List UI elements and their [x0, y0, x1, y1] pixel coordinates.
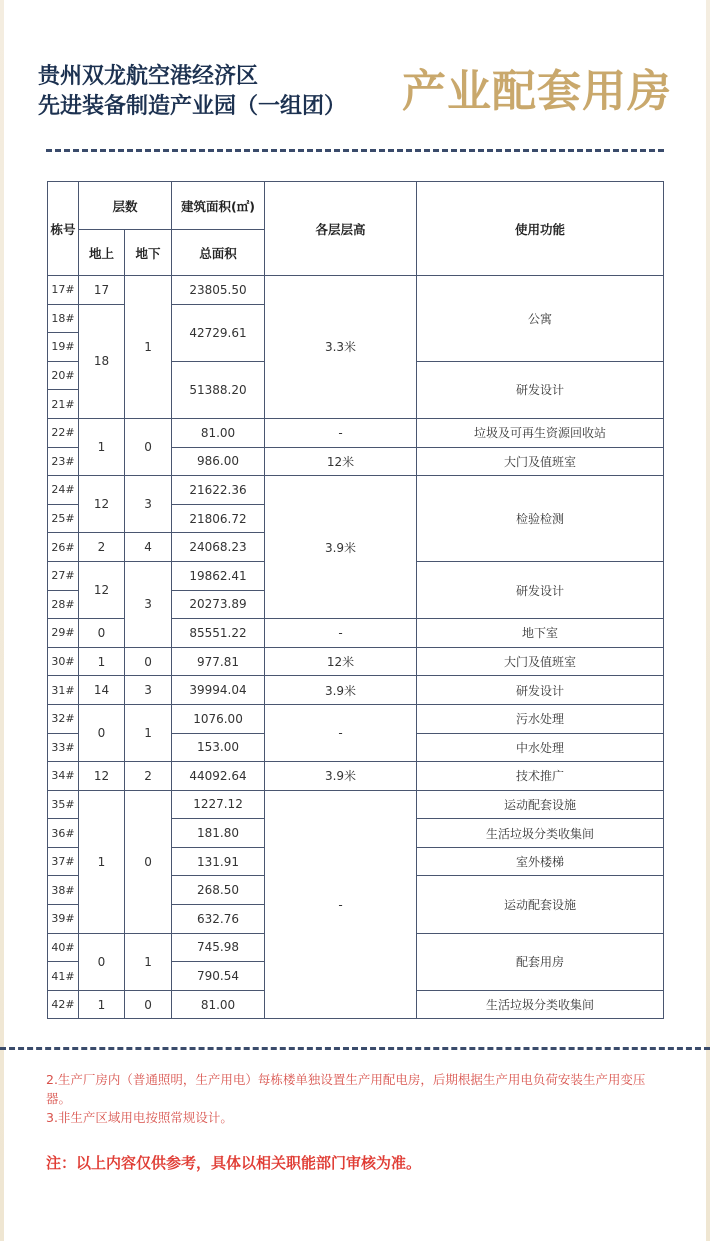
dong-cell: 40#: [48, 933, 79, 962]
area-cell: 153.00: [172, 733, 265, 762]
usage-cell: 生活垃圾分类收集间: [417, 819, 664, 848]
header-usage: 使用功能: [417, 182, 664, 276]
area-cell: 20273.89: [172, 590, 265, 619]
area-cell: 85551.22: [172, 619, 265, 648]
header-height: 各层层高: [265, 182, 417, 276]
above-cell: 14: [79, 676, 125, 705]
height-cell: -: [265, 619, 417, 648]
building-table: [47, 181, 664, 1019]
usage-cell: 地下室: [417, 619, 664, 648]
area-cell: 39994.04: [172, 676, 265, 705]
header-total: 总面积: [172, 230, 265, 276]
above-cell: 0: [79, 704, 125, 761]
above-cell: 12: [79, 561, 125, 618]
area-cell: 81.00: [172, 990, 265, 1019]
area-cell: 986.00: [172, 447, 265, 476]
usage-cell: 检验检测: [417, 476, 664, 562]
dong-cell: 23#: [48, 447, 79, 476]
dong-cell: 38#: [48, 876, 79, 905]
dong-cell: 22#: [48, 418, 79, 447]
usage-cell: 垃圾及可再生资源回收站: [417, 418, 664, 447]
above-cell: 2: [79, 533, 125, 562]
note-2: 2.生产厂房内（普通照明，生产用电）每栋楼单独设置生产用配电房，后期根据生产用电负荷安装生产用变压器。: [46, 1072, 646, 1106]
dong-cell: 17#: [48, 276, 79, 305]
below-cell: 1: [125, 933, 172, 990]
header-dong: 栋号: [48, 182, 79, 276]
above-cell: 12: [79, 476, 125, 533]
table-row: [48, 790, 664, 819]
height-cell: -: [265, 704, 417, 761]
dong-cell: 30#: [48, 647, 79, 676]
usage-cell: 污水处理: [417, 704, 664, 733]
park-title-line1: 贵州双龙航空港经济区: [38, 64, 259, 89]
dong-cell: 24#: [48, 476, 79, 505]
area-cell: 745.98: [172, 933, 265, 962]
usage-cell: 配套用房: [417, 933, 664, 990]
dong-cell: 29#: [48, 619, 79, 648]
area-cell: 44092.64: [172, 762, 265, 791]
table-row: [48, 676, 664, 705]
height-cell: 12米: [265, 447, 417, 476]
page-header: [38, 62, 678, 132]
area-cell: 21622.36: [172, 476, 265, 505]
height-cell: 3.9米: [265, 762, 417, 791]
dong-cell: 39#: [48, 905, 79, 934]
usage-cell: 大门及值班室: [417, 447, 664, 476]
table-header-row: [48, 182, 664, 230]
above-cell: 1: [79, 647, 125, 676]
disclaimer: 注：以上内容仅供参考，具体以相关职能部门审核为准。: [46, 1154, 422, 1172]
height-cell: -: [265, 418, 417, 447]
below-cell: 0: [125, 990, 172, 1019]
table-row: [48, 276, 664, 305]
dong-cell: 35#: [48, 790, 79, 819]
notes-block: [46, 1070, 666, 1127]
dong-cell: 20#: [48, 361, 79, 390]
usage-cell: 技术推广: [417, 762, 664, 791]
above-cell: 17: [79, 276, 125, 305]
dong-cell: 28#: [48, 590, 79, 619]
height-cell: 3.9米: [265, 676, 417, 705]
dong-cell: 27#: [48, 561, 79, 590]
dashed-divider-bottom: [0, 1047, 710, 1050]
page-title: 产业配套用房: [402, 66, 672, 117]
below-cell: 4: [125, 533, 172, 562]
area-cell: 1076.00: [172, 704, 265, 733]
header-above: 地上: [79, 230, 125, 276]
area-cell: 81.00: [172, 418, 265, 447]
right-edge-decoration: [706, 0, 710, 1241]
area-cell: 790.54: [172, 962, 265, 991]
dong-cell: 41#: [48, 962, 79, 991]
area-cell: 19862.41: [172, 561, 265, 590]
area-cell: 131.91: [172, 847, 265, 876]
dong-cell: 37#: [48, 847, 79, 876]
dong-cell: 25#: [48, 504, 79, 533]
above-cell: 1: [79, 790, 125, 933]
usage-cell: 运动配套设施: [417, 790, 664, 819]
area-cell: 51388.20: [172, 361, 265, 418]
area-cell: 21806.72: [172, 504, 265, 533]
above-cell: 12: [79, 762, 125, 791]
area-cell: 268.50: [172, 876, 265, 905]
dong-cell: 21#: [48, 390, 79, 419]
usage-cell: 运动配套设施: [417, 876, 664, 933]
dong-cell: 19#: [48, 333, 79, 362]
usage-cell: 研发设计: [417, 361, 664, 418]
note-3: 3.非生产区域用电按照常规设计。: [46, 1110, 233, 1125]
area-cell: 977.81: [172, 647, 265, 676]
usage-cell: 研发设计: [417, 676, 664, 705]
below-cell: 3: [125, 476, 172, 533]
dong-cell: 32#: [48, 704, 79, 733]
area-cell: 181.80: [172, 819, 265, 848]
header-area: 建筑面积(㎡): [172, 182, 265, 230]
dong-cell: 31#: [48, 676, 79, 705]
height-cell: 3.9米: [265, 476, 417, 619]
left-edge-decoration: [0, 0, 4, 1241]
below-cell: 0: [125, 790, 172, 933]
area-cell: 23805.50: [172, 276, 265, 305]
height-cell: -: [265, 790, 417, 1019]
below-cell: 1: [125, 276, 172, 419]
dashed-divider-top: [46, 149, 664, 152]
area-cell: 632.76: [172, 905, 265, 934]
above-cell: 1: [79, 990, 125, 1019]
below-cell: 0: [125, 647, 172, 676]
usage-cell: 室外楼梯: [417, 847, 664, 876]
table-row: [48, 704, 664, 733]
usage-cell: 生活垃圾分类收集间: [417, 990, 664, 1019]
usage-cell: 研发设计: [417, 561, 664, 618]
below-cell: 1: [125, 704, 172, 761]
usage-cell: 中水处理: [417, 733, 664, 762]
below-cell: 2: [125, 762, 172, 791]
below-cell: 3: [125, 561, 172, 647]
below-cell: 3: [125, 676, 172, 705]
height-cell: 12米: [265, 647, 417, 676]
dong-cell: 26#: [48, 533, 79, 562]
dong-cell: 42#: [48, 990, 79, 1019]
below-cell: 0: [125, 418, 172, 475]
height-cell: 3.3米: [265, 276, 417, 419]
above-cell: 0: [79, 619, 125, 648]
header-floors: 层数: [79, 182, 172, 230]
dong-cell: 18#: [48, 304, 79, 333]
dong-cell: 36#: [48, 819, 79, 848]
above-cell: 1: [79, 418, 125, 475]
area-cell: 42729.61: [172, 304, 265, 361]
park-title: [38, 62, 346, 122]
above-cell: 18: [79, 304, 125, 418]
area-cell: 24068.23: [172, 533, 265, 562]
dong-cell: 34#: [48, 762, 79, 791]
table-row: [48, 418, 664, 447]
usage-cell: 公寓: [417, 276, 664, 362]
table-row: [48, 647, 664, 676]
table-row: [48, 476, 664, 505]
dong-cell: 33#: [48, 733, 79, 762]
header-below: 地下: [125, 230, 172, 276]
park-title-line2: 先进装备制造产业园（一组团）: [38, 94, 347, 119]
usage-cell: 大门及值班室: [417, 647, 664, 676]
area-cell: 1227.12: [172, 790, 265, 819]
above-cell: 0: [79, 933, 125, 990]
table-row: [48, 762, 664, 791]
